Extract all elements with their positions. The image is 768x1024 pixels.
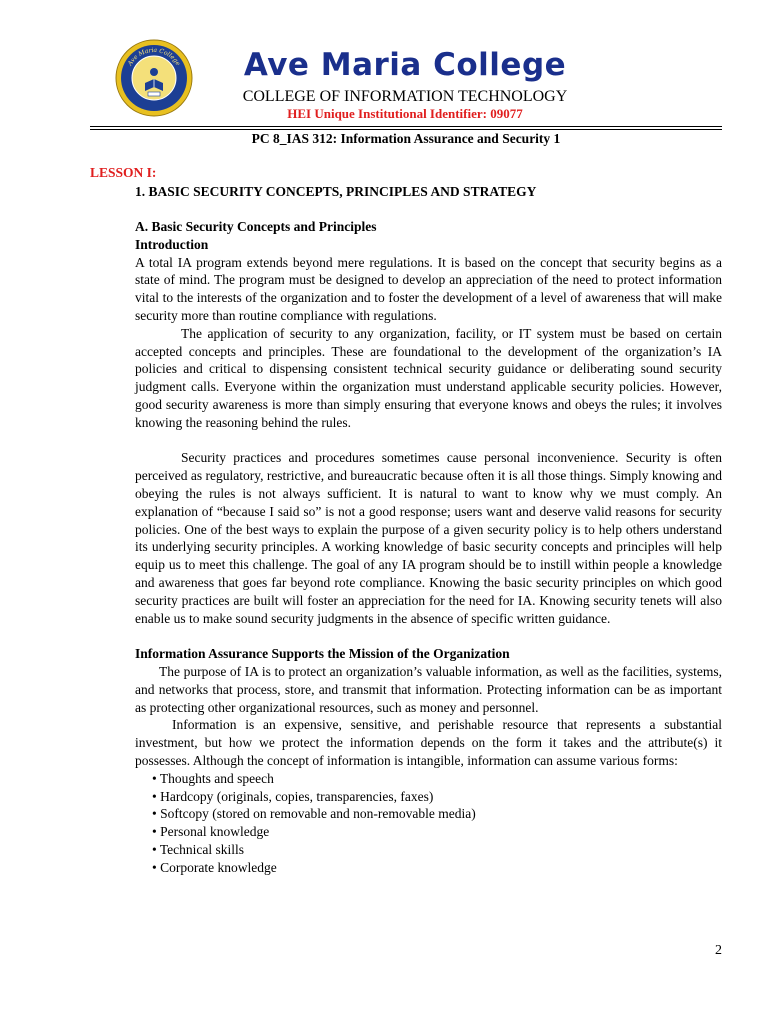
college-subtitle: COLLEGE OF INFORMATION TECHNOLOGY (242, 88, 568, 105)
introduction-heading: Introduction (135, 236, 209, 252)
college-name: Ave Maria College (243, 47, 567, 83)
section-a-heading: A. Basic Security Concepts and Principles (135, 219, 377, 234)
lesson-title: 1. BASIC SECURITY CONCEPTS, PRINCIPLES AND STRATEGY (135, 184, 537, 199)
page-number: 2 (715, 943, 722, 958)
document-body (135, 218, 722, 876)
paragraph: Security practices and procedures sometimes cause personal inconvenience. Security is often perceived as regulatory, restrictive, and bureaucratic because often it is all those things. Simply knowing and obeying the rules is not always sufficient. It is natural to want to know why we must comply. An explanation of “because I said so” is not a good response; users want and deserve valid reasons for security policies. One of the best ways to explain the purpose of a given security policy is to help others understand its underlying security principles. A working knowledge of basic security concepts and principles will help equip us to meet this challenge. The goal of any IA program should be to instill within people a knowledge and awareness that goes far beyond rote compliance. Knowing the basic security principles on which good security practices are built will foster an appreciation for the need for IA. Knowing security tenets will also enable us to make sound security judgments in the absence of specific written guidance. (135, 450, 722, 626)
list-item: • Softcopy (stored on removable and non-removable media) (152, 806, 476, 822)
course-title: PC 8_IAS 312: Information Assurance and Security 1 (251, 131, 561, 146)
lesson-label: LESSON I: (90, 165, 157, 180)
list-item: • Personal knowledge (152, 824, 270, 840)
paragraph: The purpose of IA is to protect an organization’s valuable information, as well as the facilities, systems, and networks that process, store, and transmit that information. Protecting information can be as important as protecting other organizational resources, such as money and personnel. (135, 663, 722, 715)
paragraph: Information is an expensive, sensitive, and perishable resource that represents a substantial investment, but how we protect the information depends on the form it takes and the attribute(s) it possesses. Although the concept of information is intangible, information can assume various forms: (135, 717, 722, 768)
paragraph: The application of security to any organization, facility, or IT system must be based on certain accepted concepts and principles. These are foundational to the development of the organization’s IA policies and critical to dispensing consistent technical security guidance or deliberating sound security judgment calls. Everyone within the organization must understand applicable security policies. However, good security awareness is more than simply ensuring that everyone knows and obeys the rules; it involves knowing the reasoning behind the rules. (135, 325, 722, 430)
header-rule-bottom (90, 129, 722, 130)
information-forms-list (135, 770, 722, 877)
section-b-heading: Information Assurance Supports the Mission of the Organization (135, 646, 510, 662)
list-item: • Hardcopy (originals, copies, transparencies, faxes) (152, 788, 434, 804)
header-rule-top (90, 126, 722, 127)
list-item: • Technical skills (152, 841, 245, 857)
paragraph: A total IA program extends beyond mere regulations. It is based on the concept that security begins as a state of mind. The program must be designed to develop an appreciation of the need to protect information vital to the interests of the organization and to foster the development of a level of awareness that will make security more than routine compliance with regulations. (135, 254, 722, 323)
list-item: • Thoughts and speech (152, 770, 274, 786)
seal-arc-text: Ave Maria College (126, 46, 182, 67)
college-seal-logo (115, 39, 193, 117)
list-item: • Corporate knowledge (152, 859, 277, 875)
hei-identifier: HEI Unique Institutional Identifier: 09077 (287, 106, 523, 121)
